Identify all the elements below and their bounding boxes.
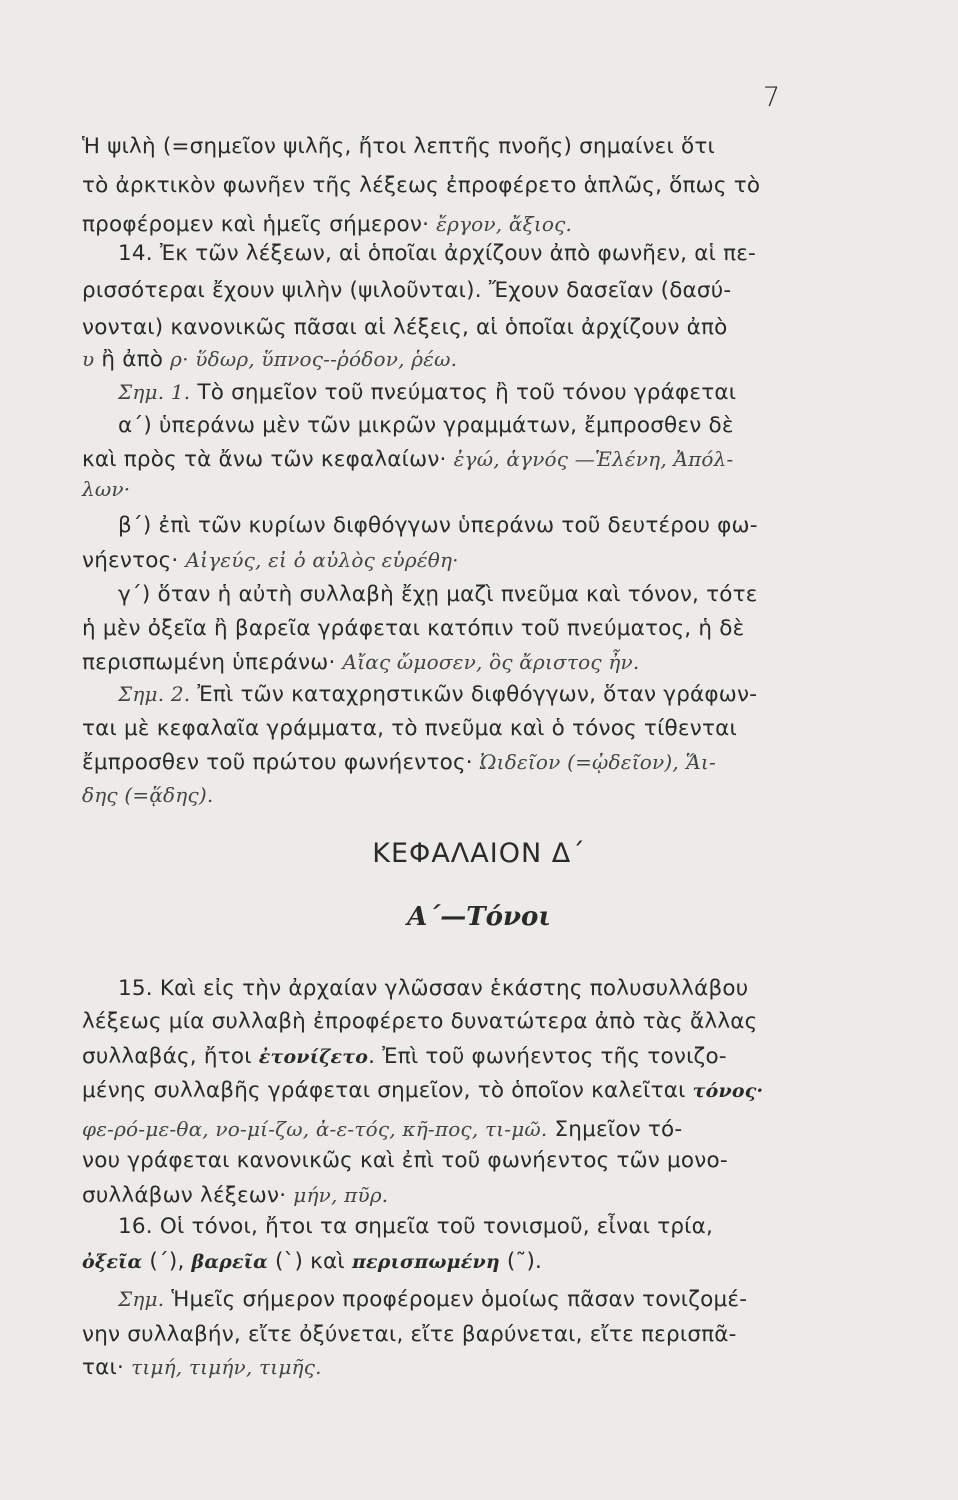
text-line: φε-ρό-με-θα, νο-μί-ζω, ἀ-ε-τός, κῆ-πος, τι-μῶ. Σημεῖον τό- [82, 1117, 683, 1142]
text-line: Σημ. 2. Ἐπὶ τῶν καταχρηστικῶν διφθόγγων, ὅταν γράφων- [118, 682, 758, 707]
page-number: 7 [762, 82, 780, 113]
text-line: περισπωμένη ὑπεράνω· Αἴας ὤμοσεν, ὃς ἄριστος ἦν. [82, 650, 640, 675]
text-line: 16. Οἱ τόνοι, ἤτοι τα σημεῖα τοῦ τονισμοῦ, εἶναι τρία, [118, 1214, 714, 1239]
text-line: λων· [82, 477, 131, 501]
text-line: λέξεως μία συλλαβὴ ἐπροφέρετο δυνατώτερα ἀπὸ τὰς ἄλλας [82, 1009, 758, 1034]
text-line: τὸ ἀρκτικὸν φωνῆεν τῆς λέξεως ἐπροφέρετο ἁπλῶς, ὅπως τὸ [82, 173, 761, 198]
text-line: ὀξεῖα (΄), βαρεῖα (`) καὶ περισπωμένη (῀). [82, 1249, 543, 1274]
text-line: α΄) ὑπεράνω μὲν τῶν μικρῶν γραμμάτων, ἔμπροσθεν δὲ [118, 413, 734, 438]
text-line: συλλαβάς, ἤτοι ἐτονίζετο. Ἐπὶ τοῦ φωνήεντος τῆς τονιζο- [82, 1044, 727, 1069]
text-line: νου γράφεται κανονικῶς καὶ ἐπὶ τοῦ φωνήεντος τῶν μονο- [82, 1148, 728, 1173]
section-title: Α΄—Τόνοι [407, 902, 551, 932]
text-line: καὶ πρὸς τὰ ἄνω τῶν κεφαλαίων· ἐγώ, ἁγνός —Ἑλένη, Ἀπόλ- [82, 447, 734, 472]
text-line: 14. Ἐκ τῶν λέξεων, αἱ ὁποῖαι ἀρχίζουν ἀπὸ φωνῆεν, αἱ πε- [118, 241, 757, 266]
text-line: νην συλλαβήν, εἴτε ὀξύνεται, εἴτε βαρύνεται, εἴτε περισπᾶ- [82, 1322, 737, 1347]
text-line: υ ἢ ἀπὸ ρ· ὕδωρ, ὕπνος--ῥόδον, ῥέω. [82, 347, 458, 372]
text-line: Σημ. Ἡμεῖς σήμερον προφέρομεν ὁμοίως πᾶσαν τονιζομέ- [118, 1287, 748, 1312]
text-line: ται μὲ κεφαλαῖα γράμματα, τὸ πνεῦμα καὶ ὁ τόνος τίθενται [82, 716, 737, 741]
text-line: προφέρομεν καὶ ἡμεῖς σήμερον· ἔργον, ἄξιος. [82, 212, 573, 237]
text-line: νήεντος· Αἰγεύς, εἰ ὁ αὐλὸς εὑρέθη· [82, 548, 459, 573]
text-line: ἡ μὲν ὀξεῖα ἢ βαρεῖα γράφεται κατόπιν τοῦ πνεύματος, ἡ δὲ [82, 616, 745, 641]
text-line: δης (=ᾅδης). [82, 783, 214, 807]
text-line: 15. Καὶ εἰς τὴν ἀρχαίαν γλῶσσαν ἑκάστης πολυσυλλάβου [118, 976, 749, 1001]
text-line: μένης συλλαβῆς γράφεται σημεῖον, τὸ ὁποῖον καλεῖται τόνος· [82, 1078, 764, 1103]
text-line: Ἡ ψιλὴ (=σημεῖον ψιλῆς, ἤτοι λεπτῆς πνοῆς) σημαίνει ὅτι [82, 134, 715, 159]
text-line: ἔμπροσθεν τοῦ πρώτου φωνήεντος· Ὠιδεῖον (=ᾠδεῖον), Ἅι- [82, 750, 716, 775]
chapter-title: ΚΕΦΑΛΑΙΟΝ Δ΄ [372, 838, 586, 869]
text-line: Σημ. 1. Τὸ σημεῖον τοῦ πνεύματος ἢ τοῦ τόνου γράφεται [118, 380, 737, 405]
text-line: συλλάβων λέξεων· μήν, πῦρ. [82, 1183, 389, 1208]
text-line: β΄) ἐπὶ τῶν κυρίων διφθόγγων ὑπεράνω τοῦ δευτέρου φω- [118, 513, 758, 538]
text-line: νονται) κανονικῶς πᾶσαι αἱ λέξεις, αἱ ὁποῖαι ἀρχίζουν ἀπὸ [82, 315, 728, 340]
text-line: ται· τιμή, τιμήν, τιμῆς. [82, 1355, 322, 1380]
text-line: γ΄) ὅταν ἡ αὐτὴ συλλαβὴ ἔχῃ μαζὶ πνεῦμα καὶ τόνον, τότε [118, 582, 758, 607]
text-line: ρισσότεραι ἔχουν ψιλὴν (ψιλοῦνται). Ἔχουν δασεῖαν (δασύ- [82, 278, 732, 303]
